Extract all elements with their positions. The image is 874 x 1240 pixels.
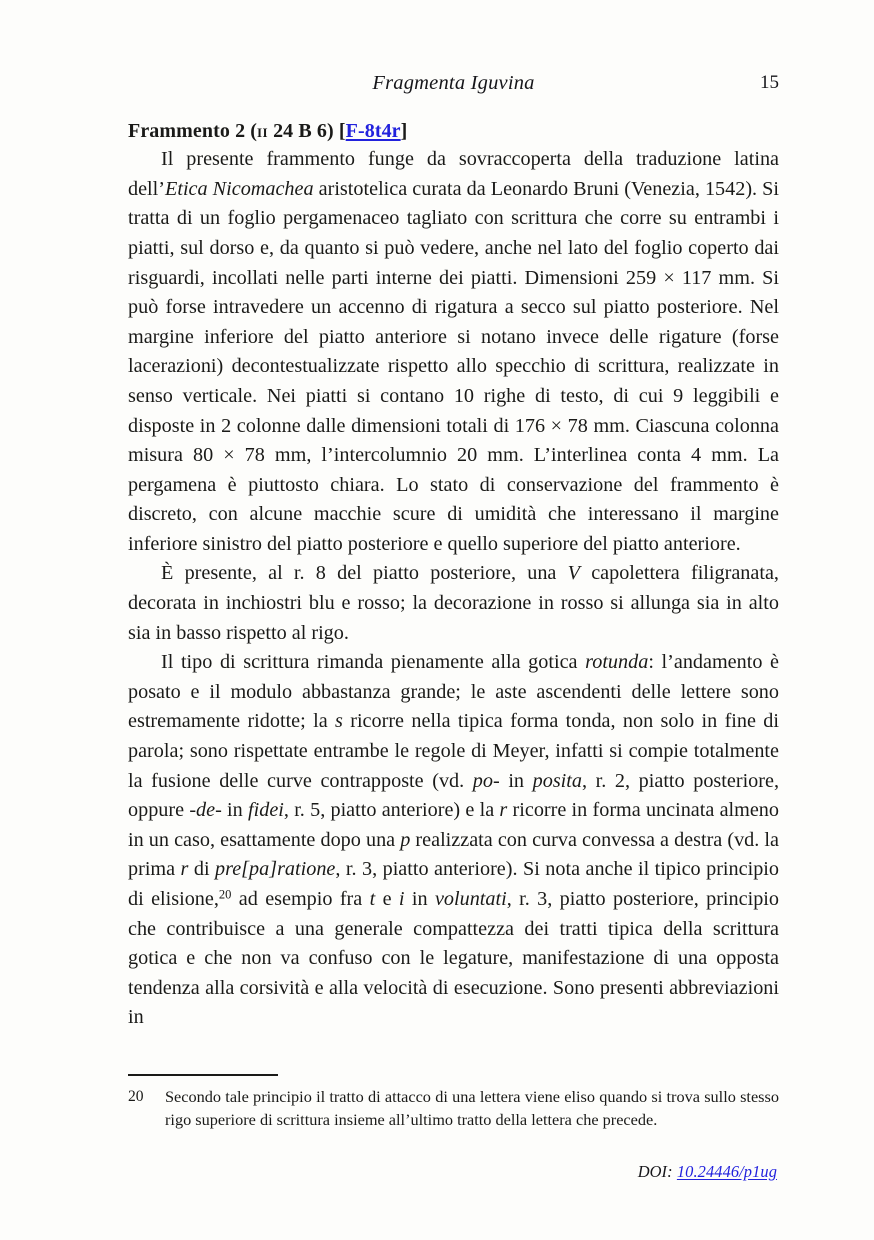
doi-link[interactable]: 10.24446/p1ug — [676, 1162, 777, 1181]
text-run: ricorre nella tipica forma tonda, non solo in fine di parola; sono rispettate entrambe le regole di Meyer, infatti si compie totalmente la fusione delle curve contrapposte (vd. — [128, 710, 779, 792]
paragraph-2 — [128, 559, 779, 648]
footnote-area — [128, 1074, 779, 1131]
italic-run: p — [400, 828, 411, 851]
text-run: in — [499, 769, 533, 792]
running-head — [128, 72, 779, 98]
paragraph-3 — [128, 648, 779, 1033]
italic-run: posita — [532, 769, 582, 792]
text-run: , r. 2, piatto posteriore, oppure — [128, 769, 780, 822]
running-head-title: Fragmenta Iguvina — [372, 72, 535, 94]
text-run: ricorre in forma uncinata almeno in un caso, esattamente dopo una — [128, 799, 779, 851]
italic-run: t — [369, 888, 376, 911]
text-run: capolettera filigranata, decorata in inchiostri blu e rosso; la decorazione in rosso si allunga sia in alto sia in basso rispetto al rigo. — [128, 562, 779, 644]
heading-middle: 24 B 6) [ — [267, 120, 346, 142]
fragment-shelfmark-link[interactable]: F-8t4r — [345, 120, 401, 142]
italic-run: pre[pa]ratione — [215, 858, 336, 881]
doi-label: DOI: — [637, 1162, 673, 1181]
italic-run: rotunda — [585, 651, 649, 674]
text-run: in — [221, 799, 249, 822]
heading-suffix: ] — [400, 120, 408, 142]
page-number: 15 — [760, 72, 779, 93]
text-run: , r. 5, piatto anteriore) e la — [283, 799, 500, 822]
italic-run: V — [567, 562, 580, 585]
text-block — [128, 118, 779, 1033]
text-run: e — [375, 888, 399, 911]
text-run: Il tipo di scrittura rimanda pienamente alla gotica — [161, 651, 586, 674]
paragraph-1 — [128, 145, 779, 559]
text-run: : l’andamento è posato e il modulo abbastanza grande; le aste ascendenti delle lettere sono estremamente ridotte; la — [128, 651, 780, 733]
footnote-text: Secondo tale principio il tratto di attacco di una lettera viene eliso quando si trova sullo stesso rigo superiore di scrittura insieme all’ultimo tratto della lettera che precede. — [165, 1087, 779, 1130]
footnote-reference[interactable]: 20 — [218, 887, 232, 902]
heading-smallcaps-numeral: ii — [257, 121, 268, 142]
text-run: realizzata con curva convessa a destra (vd. la prima — [128, 828, 779, 881]
text-run: aristotelica curata da Leonardo Bruni (Venezia, 1542). Si tratta di un foglio pergamenaceo tagliato con scrittura che corre su entrambi i piatti, sul dorso e, da quanto si può vedere, anche nel lato del foglio coperto dai risguardi, incollati nelle parti interne dei piatti. Dimensioni 259 × 117 mm. Si può forse intravedere un accenno di rigatura a secco sul piatto posteriore. Nel margine inferiore del piatto anteriore si notano invece delle rigature (forse lacerazioni) decontestualizzate rispetto allo specchio di scrittura, realizzate in senso verticale. Nei piatti si contano 10 righe di testo, di cui 9 leggibili e disposte in 2 colonne dalle dimensioni totali di 176 × 78 mm. Ciascuna colonna misura 80 × 78 mm, l’intercolumnio 20 mm. L’interlinea conta 4 mm. La pergamena è piuttosto chiara. Lo stato di conservazione del frammento è discreto, con alcune macchie scure di umidità che interessano il margine inferiore sinistro del piatto posteriore e quello superiore del piatto anteriore. — [128, 177, 779, 555]
text-run: di — [188, 858, 216, 881]
text-run: ad esempio fra — [231, 888, 370, 911]
italic-run: Etica Nicomachea — [165, 177, 314, 200]
text-run: , r. 3, piatto posteriore, principio che contribuisce a una generale compattezza dei tratti tipica della scrittura gotica e che non va confuso con le legature, manifestazione di una opposta tendenza alla corsività e alla velocità di esecuzione. Sono presenti abbreviazioni in — [128, 888, 780, 1029]
footnote-separator-rule — [128, 1074, 278, 1076]
italic-run: s — [335, 710, 343, 733]
text-run: È presente, al r. 8 del piatto posteriore, una — [161, 562, 568, 585]
italic-run: fidei — [248, 799, 284, 822]
italic-run: voluntati — [434, 888, 507, 911]
footnote-number: 20 — [128, 1088, 144, 1105]
text-run: in — [404, 888, 435, 911]
italic-run: r — [180, 858, 189, 881]
italic-run: -de- — [189, 799, 222, 822]
heading-prefix: Frammento 2 ( — [128, 120, 258, 142]
text-run: Il presente frammento funge da sovraccoperta della traduzione latina dell’ — [128, 148, 779, 200]
text-run: , r. 3, piatto anteriore). Si nota anche il tipico principio di elisione, — [128, 858, 779, 911]
doi-line — [638, 1162, 777, 1182]
italic-run: r — [499, 799, 508, 822]
footnote-20 — [128, 1085, 779, 1131]
italic-run: i — [398, 888, 405, 911]
italic-run: po- — [472, 769, 500, 792]
section-heading — [128, 118, 779, 144]
